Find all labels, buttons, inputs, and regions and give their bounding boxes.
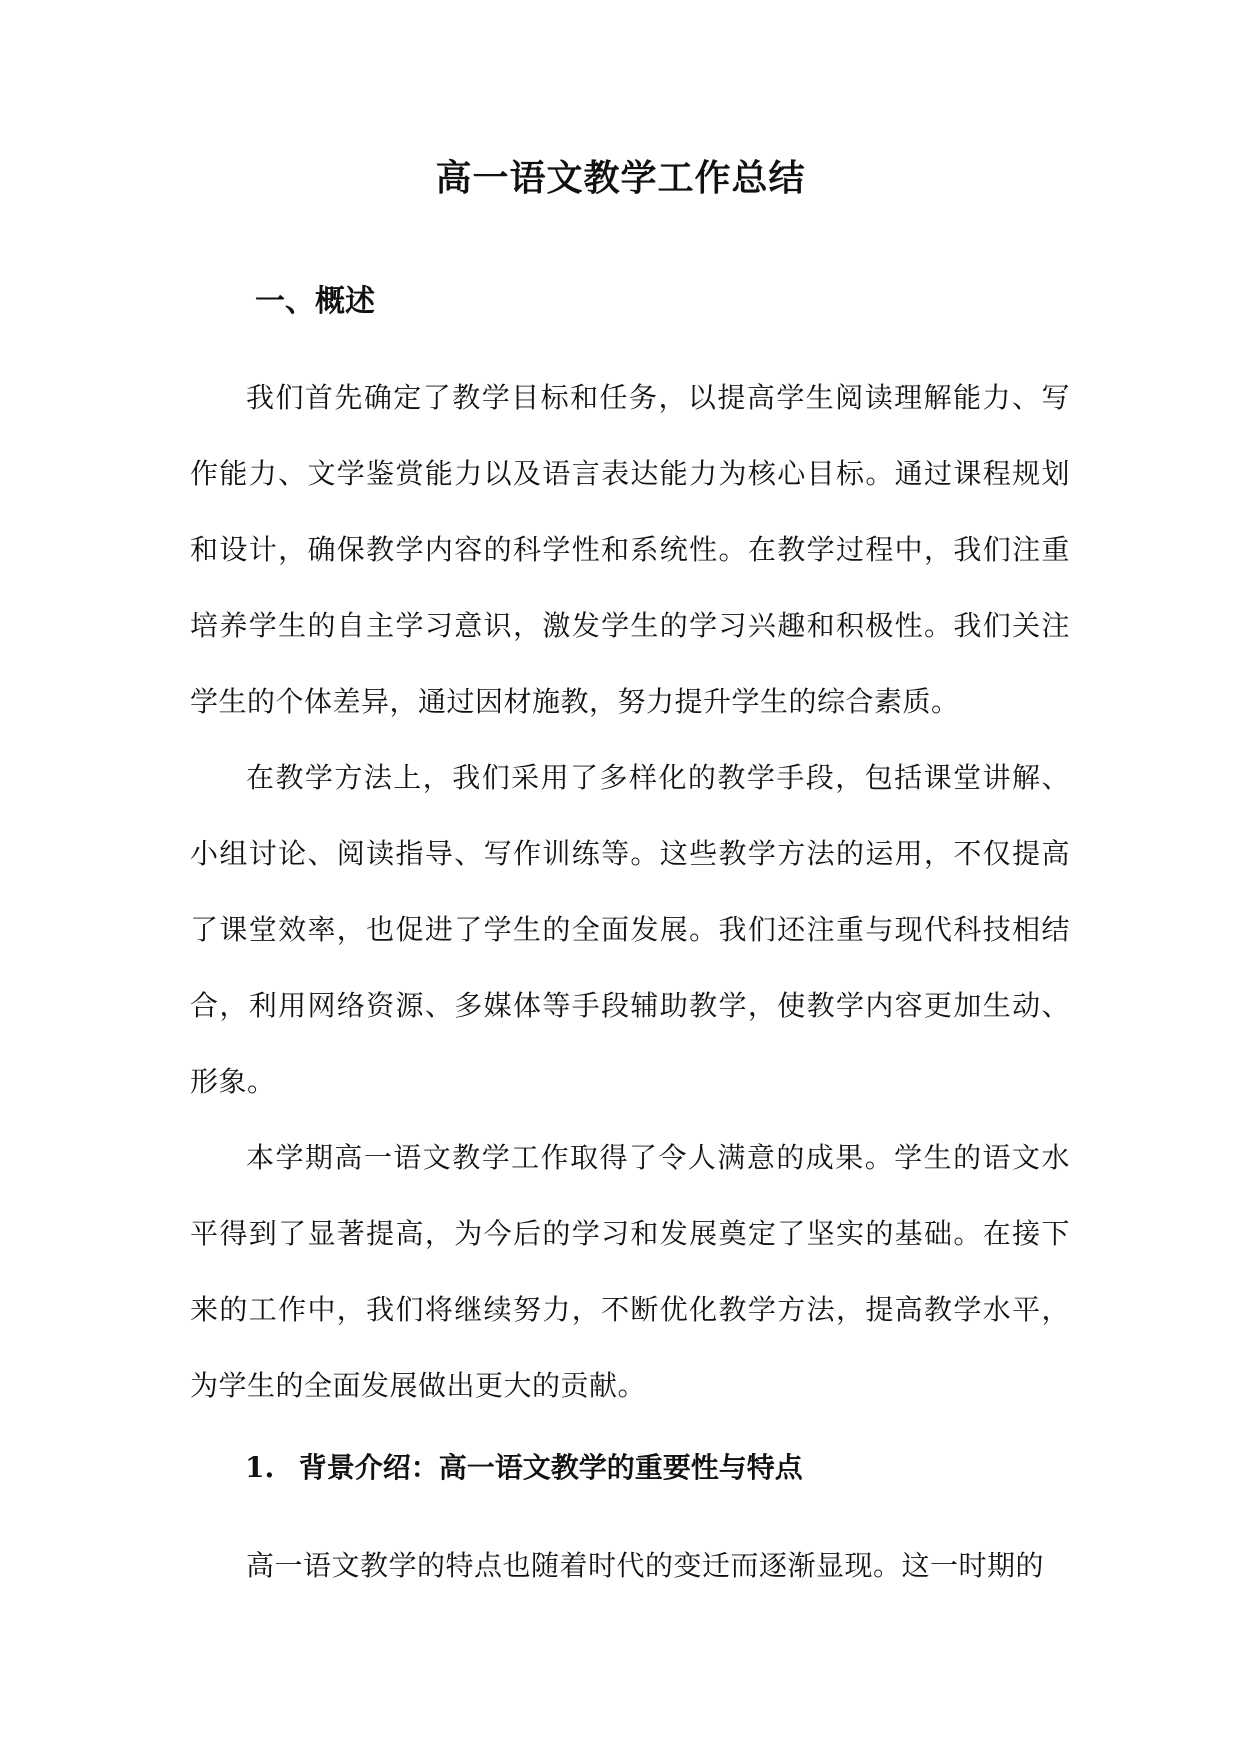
paragraph-methods: 在教学方法上，我们采用了多样化的教学手段，包括课堂讲解、小组讨论、阅读指导、写作训练等。这些教学方法的运用，不仅提高了课堂效率，也促进了学生的全面发展。我们还注重与现代科技相结合，利用网络资源、多媒体等手段辅助教学，使教学内容更加生动、形象。 [190, 761, 1070, 1098]
body-text-continued [190, 1528, 1070, 1604]
section-heading-overview: 一、概述 [255, 284, 375, 319]
paragraph-background: 高一语文教学的特点也随着时代的变迁而逐渐显现。这一时期的 [246, 1549, 1045, 1582]
subheading-number: 1. [245, 1451, 275, 1484]
subheading-background [245, 1438, 803, 1498]
subheading-text: 背景介绍：高一语文教学的重要性与特点 [298, 1451, 803, 1484]
paragraph-results: 本学期高一语文教学工作取得了令人满意的成果。学生的语文水平得到了显著提高，为今后的学习和发展奠定了坚实的基础。在接下来的工作中，我们将继续努力，不断优化教学方法，提高教学水平，为学生的全面发展做出更大的贡献。 [190, 1141, 1070, 1402]
paragraph-goals: 我们首先确定了教学目标和任务，以提高学生阅读理解能力、写作能力、文学鉴赏能力以及语言表达能力为核心目标。通过课程规划和设计，确保教学内容的科学性和系统性。在教学过程中，我们注重培养学生的自主学习意识，激发学生的学习兴趣和积极性。我们关注学生的个体差异，通过因材施教，努力提升学生的综合素质。 [190, 381, 1070, 718]
document-title: 高一语文教学工作总结 [435, 157, 806, 199]
body-text [190, 360, 1070, 1424]
